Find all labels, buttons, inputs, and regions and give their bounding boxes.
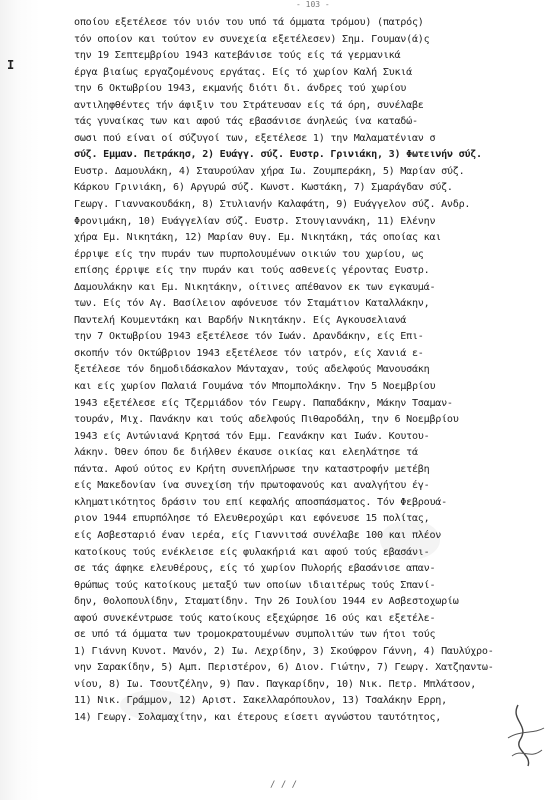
text-line: έρριψε είς την πυράν των πυρπολουμένων οικιών του χωρίου, ως — [74, 248, 424, 260]
text-line: Φρονιμάκη, 10) Ευάγγελίαν σύζ. Ευστρ. Στουγιαννάκη, 11) Ελένην — [74, 215, 436, 227]
page-number: - 103 - — [296, 0, 330, 9]
text-line: λάκην. Όθεν όπου δε διήλθεν έκαυσε οικίας και ελεηλάτησε τά — [74, 447, 418, 459]
text-line: είς Μακεδονίαν ίνα συνεχίση τήν πρωτοφανούς και αναλγήτου έγ- — [74, 480, 430, 492]
text-line: τόν οποίον και τούτον εν συνεχεία εξετέλεσεν) Σημ. Γουμαν(ά)ς — [74, 33, 430, 45]
text-line: 11) Νικ. Γράμμον, 12) Αριστ. Σακελλαρόπουλον, 13) Τσαλάκην Ερρη, — [74, 695, 447, 707]
text-line: χήρα Εμ. Νικητάκη, 12) Μαρίαν θυγ. Εμ. Νικητάκη, τάς οποίας και — [74, 232, 442, 244]
text-line: Δαμουλάκην και Εμ. Νικητάκην, οίτινες απέθανον εκ των εγκαυμά- — [74, 281, 436, 293]
text-line: είς Ασβεσταριό έναν ιερέα, είς Γιαννιτσά συνέλαβε 100 και πλέον — [74, 529, 442, 541]
text-line: και είς χωρίον Παλαιά Γουμάνα τόν Μπομπολάκην. Την 5 Νοεμβρίου — [74, 381, 436, 393]
text-line: τάς γυναίκας των και αφού τάς εβασάνισε άνηλεώς ίνα καταδώ- — [74, 116, 418, 128]
text-line: κληματικότητος δράσιν του επί κεφαλής αποσπάσματος. Τόν Φεβρουά- — [74, 496, 447, 508]
text-line: ξετέλεσε τόν δημοδιδάσκαλον Μάνταχαν, τούς αδελφούς Μανουσάκη — [74, 364, 430, 376]
text-line: νην Σαρακίδην, 5) Αμπ. Περιστέρον, 6) Διον. Γιώτην, 7) Γεωργ. Χατζηαντω- — [74, 662, 494, 674]
body-text — [74, 15, 504, 727]
text-line: σε υπό τά όμματα των τρομοκρατουμένων συμπολιτών των ήτοι τούς — [74, 629, 436, 641]
handwritten-signature — [500, 700, 550, 770]
text-line: σκοπήν τόν Οκτώβριον 1943 εξετέλεσε τόν ιατρόν, είς Χανιά ε- — [74, 347, 424, 359]
text-line: Κάρκου Γρινιάκη, 6) Αργυρώ σύζ. Κωνστ. Κωστάκη, 7) Σμαράγδαν σύζ. — [74, 182, 453, 194]
text-line: αφού συνεκέντρωσε τούς κατοίκους εξεχώρησε 16 ούς και εξετέλε- — [74, 612, 436, 624]
text-line: την 19 Σεπτεμβρίου 1943 κατεβάνισε τούς είς τά γερμανικά — [74, 50, 401, 62]
text-line: Γεωργ. Γιαννακουδάκη, 8) Στυλιανήν Καλαφάτη, 9) Ευάγγελον σύζ. Ανδρ. — [74, 199, 471, 211]
text-line: νίου, 8) Ιω. Τσουτζέλην, 9) Παν. Παγκαρίδην, 10) Νικ. Πετρ. Μπλάτσον, — [74, 678, 477, 690]
text-line: την 7 Οκτωβρίου 1943 εξετέλεσε τόν Ιωάν. Δρανδάκην, είς Επι- — [74, 331, 424, 343]
text-line: θρώπως τούς κατοίκους μεταξύ των οποίων ιδιαιτέρως τούς Σπανί- — [74, 579, 436, 591]
text-line: 1) Γιάννη Κυνοτ. Μανόν, 2) Ιω. Λεχρίδην, 3) Σκούφρον Γάννη, 4) Παυλύχρο- — [74, 645, 494, 657]
text-line: Παντελή Κουμεντάκη και Βαρδήν Νικητάκην. Είς Αγκουσελιανά — [74, 314, 407, 326]
text-line: ριον 1944 επυρπόλησε τό Ελευθεροχώρι και εφόνευσε 15 πολίτας, — [74, 513, 430, 525]
text-line: αντιληφθέντες τήν άφιξιν του Στράτευσαν είς τά όρη, συνέλαβε — [74, 99, 424, 111]
text-line: σωσι πού είναι οί σύζυγοί των, εξετέλεσε 1) την Μαλαματένιαν σ — [74, 132, 436, 144]
text-line: Ευστρ. Δαμουλάκη, 4) Σταυρούλαν χήρα Ιω. Ζουμπεράκη, 5) Μαρίαν σύζ. — [74, 165, 465, 177]
text-line: οποίου εξετέλεσε τόν υιόν του υπό τά όμματα τρόμου) (πατρός) — [74, 17, 424, 28]
text-line: επίσης έρριψε είς την πυράν και τούς ασθενείς γέροντας Ευστρ. — [74, 265, 430, 277]
text-line: δην, Θολοπουλίδην, Σταματίδην. Την 26 Ιουλίου 1944 εν Ασβεστοχωρίω — [74, 596, 459, 608]
text-line: 14) Γεωργ. Σολαμαχίτην, και έτερους είσετι αγνώστου ταυτότητος, — [74, 711, 442, 723]
text-line: κατοίκους τούς ενέκλεισε είς φυλακήριά και αφού τούς εβασάνι- — [74, 546, 430, 558]
footer-mark: / / / — [270, 780, 298, 790]
text-line: έργα βιαίως εργαζομένους εργάτας. Είς τό χωρίον Καλή Συκιά — [74, 66, 412, 78]
text-line: τουράν, Μιχ. Πανάκην και τούς αδελφούς Πιθαροδάλη, την 6 Νοεμβρίου — [74, 414, 459, 426]
text-line: 1943 είς Αντώνιανά Κρητσά τόν Εμμ. Γεανάκην και Ιωάν. Κουτου- — [74, 430, 430, 442]
text-line: την 6 Οκτωβρίου 1943, εκμανής διότι δι. άνδρες τού χωρίου — [74, 83, 407, 95]
text-line: σε τάς άφηκε ελευθέρους, είς τό χωρίον Πυλορής εβασάνισε απαν- — [74, 563, 436, 575]
text-line: 1943 εξετέλεσε είς Τζερμιάδον τόν Γεωργ. Παπαδάκην, Μάκην Τσαμαν- — [74, 397, 453, 409]
margin-mark: I — [7, 58, 15, 72]
text-line: πάντα. Αφού ούτος εν Κρήτη συνεπλήρωσε την καταστροφήν μετέβη — [74, 463, 430, 475]
text-line: σύζ. Εμμαν. Πετράκησ, 2) Ευάγγ. σύζ. Ευστρ. Γρινιάκη, 3) Φωτεινήν σύζ. — [74, 149, 482, 161]
text-line: των. Είς τόν Αγ. Βασίλειον αφόνευσε τόν Σταμάτιον Καταλλάκην, — [74, 298, 430, 310]
